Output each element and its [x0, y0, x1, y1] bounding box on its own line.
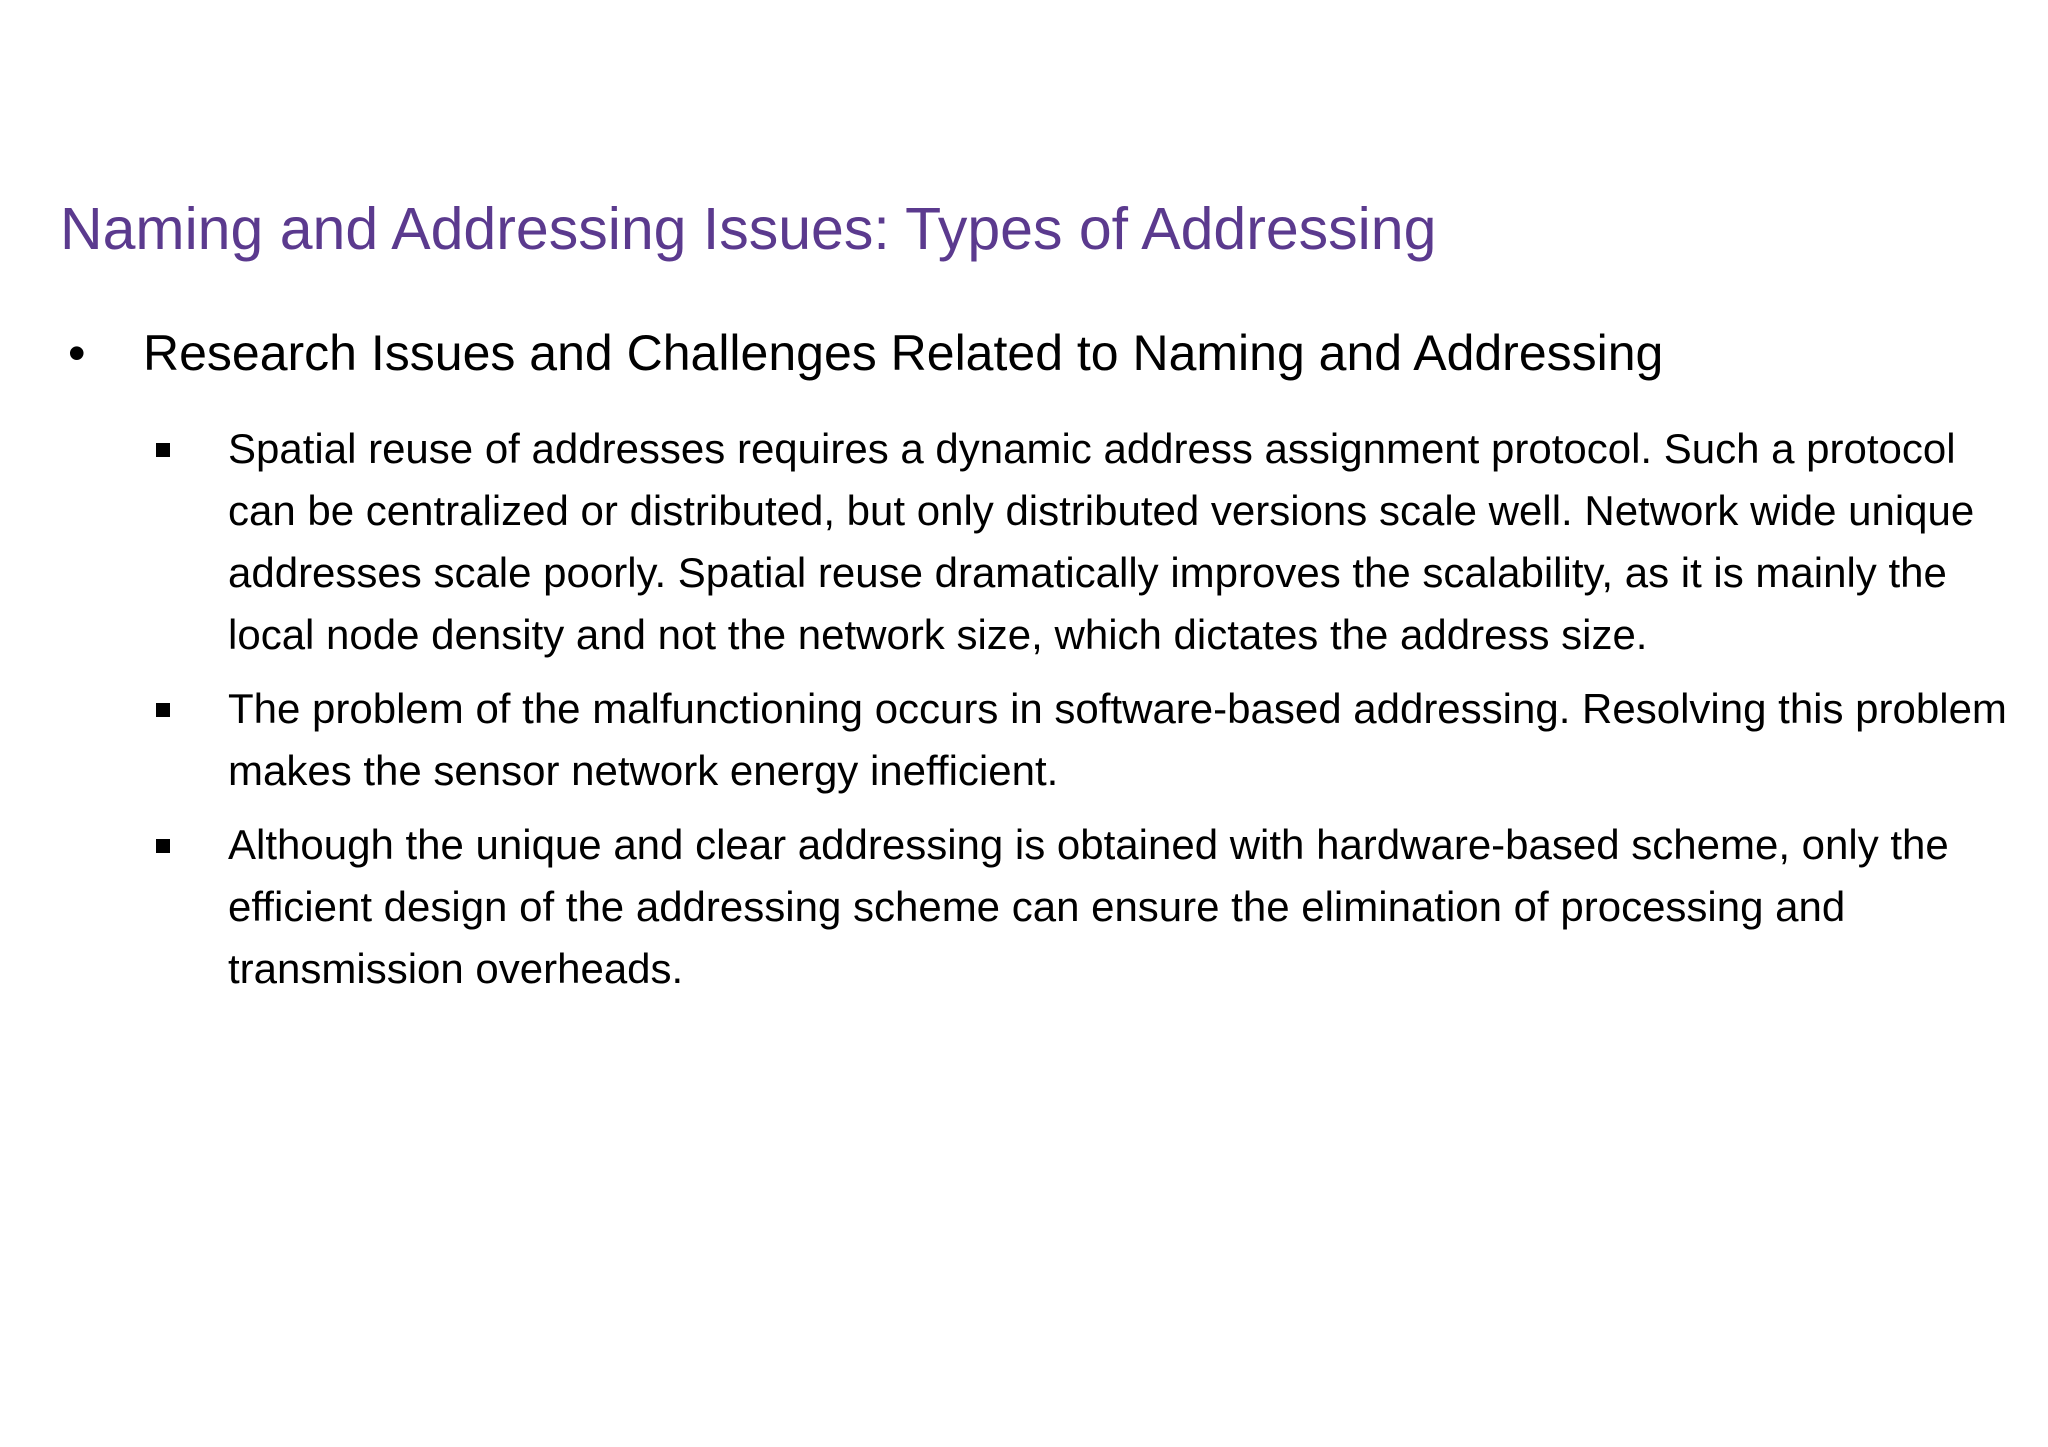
sub-bullet-item — [150, 418, 2020, 666]
sub-bullet-text: Although the unique and clear addressing is obtained with hardware-based scheme, only the efficient design of the addressing scheme can ensure the elimination of processing and transmission overheads. — [228, 821, 1949, 992]
square-bullet-icon — [156, 443, 170, 457]
round-bullet-icon: • — [68, 325, 86, 381]
sub-bullet-text: The problem of the malfunctioning occurs in software-based addressing. Resolving this problem makes the sensor network energy inefficient. — [228, 685, 2007, 794]
slide-title: Naming and Addressing Issues: Types of Addressing — [60, 196, 1437, 262]
sub-bullet-item — [150, 814, 2020, 1000]
main-bullet-text: Research Issues and Challenges Related to Naming and Addressing — [143, 325, 1664, 381]
square-bullet-icon — [156, 703, 170, 717]
sub-bullet-text: Spatial reuse of addresses requires a dynamic address assignment protocol. Such a protocol can be centralized or distributed, but only distributed versions scale well. Network wide unique addresses scale poorly. Spatial reuse dramatically improves the scalability, as it is mainly the local node density and not the network size, which dictates the address size. — [228, 425, 1975, 658]
sub-bullet-list — [150, 418, 2020, 1012]
square-bullet-icon — [156, 839, 170, 853]
sub-bullet-item — [150, 678, 2020, 802]
